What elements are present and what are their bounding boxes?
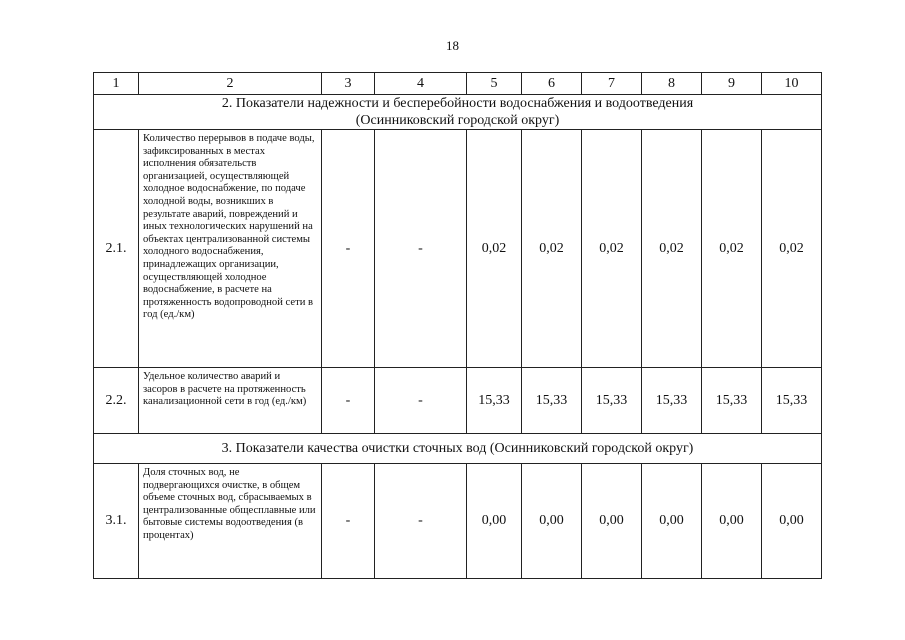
row-number: 2.2. [94,368,139,434]
cell-col3: - [322,368,375,434]
cell-col9: 15,33 [702,368,762,434]
header-cell: 1 [94,73,139,95]
cell-col5: 15,33 [467,368,522,434]
row-number: 3.1. [94,464,139,579]
section-2-row [94,95,822,130]
header-cell: 10 [762,73,822,95]
section-2-line1: 2. Показатели надежности и бесперебойности водоснабжения и водоотведения [221,96,694,111]
section-3-title: 3. Показатели качества очистки сточных вод (Осинниковский городской округ) [94,434,822,464]
header-cell: 8 [642,73,702,95]
cell-col10: 15,33 [762,368,822,434]
header-cell: 9 [702,73,762,95]
row-description: Доля сточных вод, не подвергающихся очистке, в общем объеме сточных вод, сбрасываемых в централизованные общесплавные или бытовые системы водоотведения (в процентах) [139,464,322,579]
header-cell: 2 [139,73,322,95]
cell-col9: 0,00 [702,464,762,579]
row-description: Количество перерывов в подаче воды, зафиксированных в местах исполнения обязательств организацией, осуществляющей холодное водоснабжение, по подаче холодной воды, возникших в результате аварий, повреждений и иных технологических нарушений на объектах централизованной системы холодного водоснабжения, принадлежащих организации, осуществляющей холодное водоснабжение, в расчете на протяженность водопроводной сети в год (ед./км) [139,130,322,368]
row-description: Удельное количество аварий и засоров в расчете на протяженность канализационной сети в год (ед./км) [139,368,322,434]
cell-col3: - [322,464,375,579]
cell-col6: 0,00 [522,464,582,579]
cell-col4: - [375,368,467,434]
indicators-table [93,72,822,579]
section-3-row [94,434,822,464]
cell-col10: 0,02 [762,130,822,368]
table-row [94,130,822,368]
section-2-line2: (Осинниковский городской округ) [355,113,560,128]
cell-col3: - [322,130,375,368]
header-cell: 3 [322,73,375,95]
cell-col8: 15,33 [642,368,702,434]
cell-col6: 15,33 [522,368,582,434]
header-cell: 6 [522,73,582,95]
cell-col10: 0,00 [762,464,822,579]
cell-col5: 0,00 [467,464,522,579]
page-number: 18 [446,38,459,53]
cell-col4: - [375,464,467,579]
cell-col4: - [375,130,467,368]
section-2-title [94,95,822,130]
cell-col5: 0,02 [467,130,522,368]
cell-col6: 0,02 [522,130,582,368]
cell-col7: 15,33 [582,368,642,434]
cell-col9: 0,02 [702,130,762,368]
row-number: 2.1. [94,130,139,368]
cell-col7: 0,00 [582,464,642,579]
header-row [94,73,822,95]
table-row [94,368,822,434]
cell-col8: 0,02 [642,130,702,368]
table-row [94,464,822,579]
header-cell: 7 [582,73,642,95]
cell-col8: 0,00 [642,464,702,579]
header-cell: 4 [375,73,467,95]
header-cell: 5 [467,73,522,95]
cell-col7: 0,02 [582,130,642,368]
